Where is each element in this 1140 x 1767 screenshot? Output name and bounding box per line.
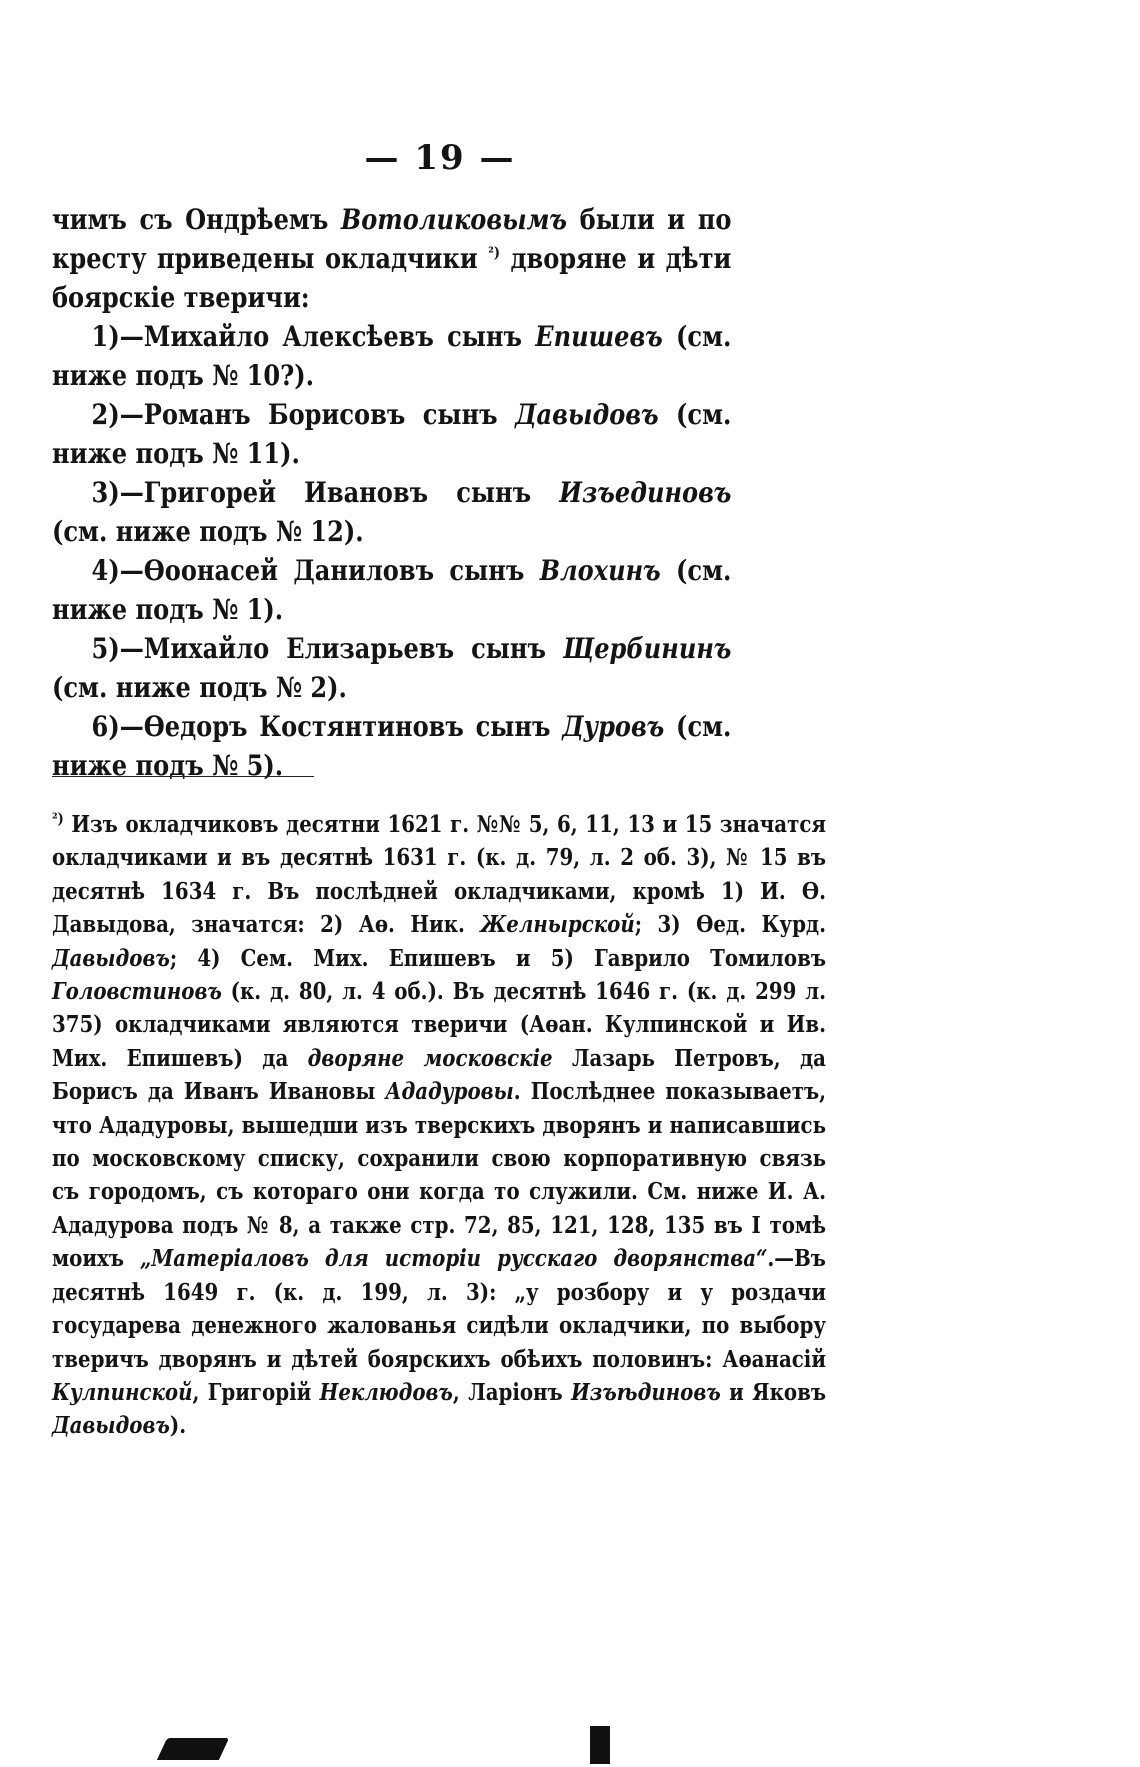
footnote-paragraph: $^{^2)}$ Изъ окладчиковъ десятни 1621 г. №№ 5, 6, 11, 13 и 15 значатся окладчиками и въ десятнѣ 1631 г. (к. д. 79, л. 2 об. 3), № 15 въ десятнѣ 1634 г. Въ послѣдней окладчиками, кромѣ 1) И. Ө. Давыдова, значатся: 2) Аө. Ник. Желнырской; 3) Өед. Курд. Давыдовъ; 4) Сем. Мих. Епишевъ и 5) Гаврило Томиловъ Головстиновъ (к. д. 80, л. 4 об.). Въ десятнѣ 1646 г. (к. д. 299 л. 375) окладчиками являются тверичи (Аөан. Кулпинской и Ив. Мих. Епишевъ) да дворяне московскіе Лазарь Петровъ, да Борисъ да Иванъ Ивановы Ададуровы. Послѣднее показываетъ, что Ададуровы, вышедши изъ тверскихъ дворянъ и написавшись по московскому списку, сохранили свою корпоративную связь съ городомъ, съ котораго они когда то служили. См. ниже И. А. Ададурова подъ № 8, а также стр. 72, 85, 121, 128, 135 въ I томѣ моихъ „Матеріаловъ для исторіи русскаго дворянства“.—Въ десятнѣ 1649 г. (к. д. 199, л. 3): „у розбору и у роздачи государева денежного жалованья сидѣли окладчики, по выбору тверичъ дворянъ и дѣтей боярскихъ обѣихъ половинъ: Аөанасій Кулпинской, Григорій Неклюдовъ, Ларіонъ Изъѣдиновъ и Яковъ Давыдовъ). <box>52 809 827 1440</box>
main-text <box>52 200 731 785</box>
scan-artifact-mark <box>157 1738 229 1760</box>
list-item: 5)—Михайло Елизарьевъ сынъ Щербининъ (см. ниже подъ № 2). <box>52 632 732 704</box>
list-item: 1)—Михайло Алексѣевъ сынъ Епишевъ (см. ниже подъ № 10?). <box>52 320 732 392</box>
footnote <box>52 808 826 1443</box>
list-item: 4)—Өоонасей Даниловъ сынъ Влохинъ (см. ниже подъ № 1). <box>52 554 732 626</box>
footnote-marker: ²) <box>52 809 64 828</box>
footnote-ref: ²) <box>488 243 500 262</box>
intro-name: Вотоликовымъ <box>340 203 568 236</box>
footnote-divider <box>52 776 314 777</box>
scan-artifact-mark <box>590 1726 610 1764</box>
list-item: 3)—Григорей Ивановъ сынъ Изъединовъ (см. ниже подъ № 12). <box>52 476 732 548</box>
intro-paragraph: чимъ съ Ондрѣемъ Вотоликовымъ были и по кресту приведены окладчики $^{^2)}$ дворяне и дѣти боярскіе тверичи: <box>52 203 732 314</box>
list-item: 2)—Романъ Борисовъ сынъ Давыдовъ (см. ниже подъ № 11). <box>52 398 732 470</box>
list-item: 6)—Өедоръ Костянтиновъ сынъ Дуровъ (см. ниже подъ № 5). <box>52 710 732 782</box>
page-number: — 19 — <box>364 138 516 178</box>
